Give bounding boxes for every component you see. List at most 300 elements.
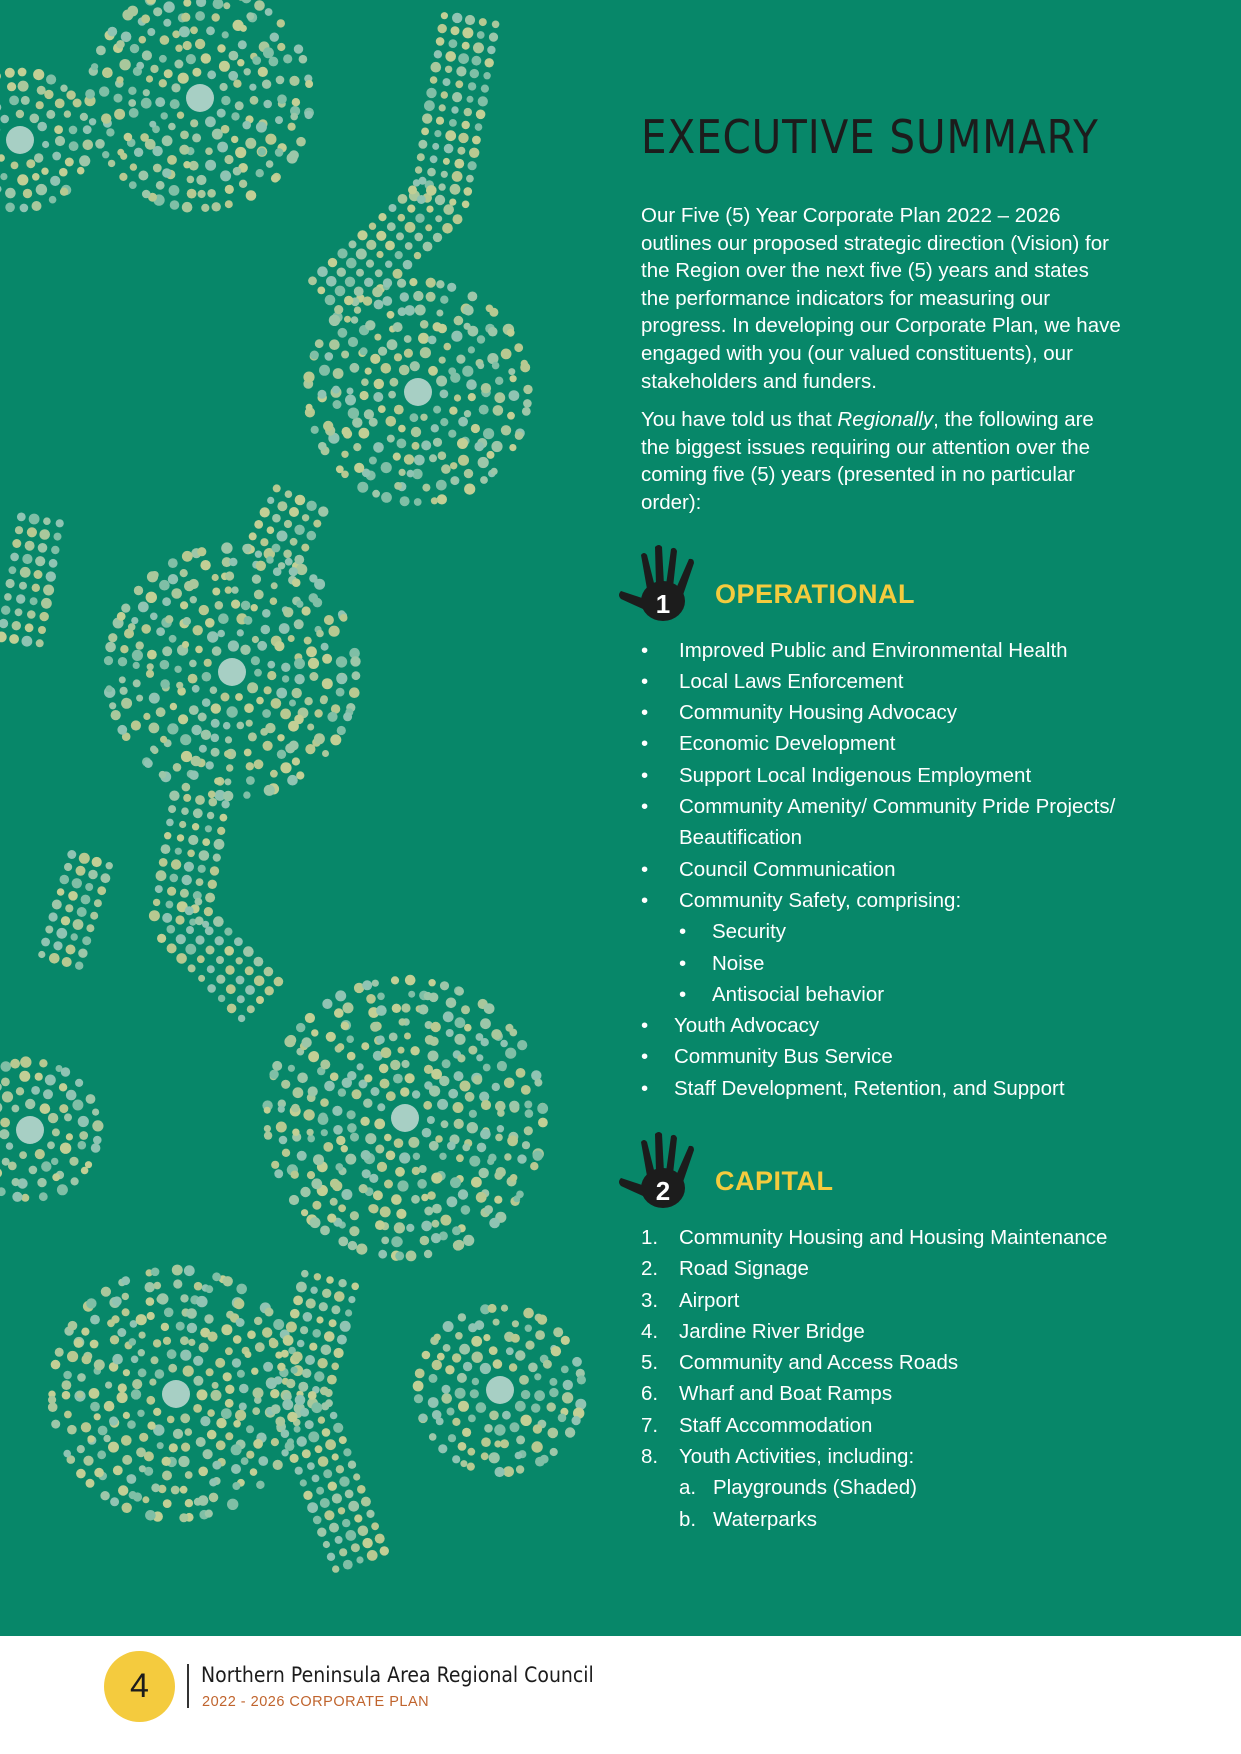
art-dot — [399, 1152, 410, 1163]
art-dot — [335, 1536, 343, 1544]
art-dot — [77, 1445, 85, 1453]
art-dot — [413, 291, 423, 301]
art-dot — [330, 1179, 340, 1189]
art-dot — [193, 1356, 203, 1366]
art-dot — [278, 1106, 285, 1113]
art-dot — [212, 202, 221, 211]
art-dot — [59, 1083, 67, 1091]
art-dot — [320, 1387, 329, 1396]
art-dot — [336, 1465, 344, 1473]
art-dot — [324, 1510, 334, 1520]
art-dot — [428, 1051, 439, 1062]
art-dot — [106, 128, 114, 136]
art-dot — [441, 1120, 449, 1128]
plan-name: 2022 - 2026 CORPORATE PLAN — [202, 1694, 430, 1710]
art-dot — [374, 300, 384, 310]
art-dot — [76, 1469, 86, 1479]
art-dot — [307, 724, 314, 731]
art-dot — [246, 776, 255, 785]
art-dot — [231, 586, 238, 593]
art-dot — [258, 1456, 268, 1466]
art-dot — [449, 119, 457, 127]
art-dot — [55, 1348, 63, 1356]
art-dot — [477, 31, 485, 39]
list-item: • Community Bus Service — [641, 1045, 893, 1069]
art-dot — [340, 614, 348, 622]
art-dot — [322, 1289, 331, 1298]
art-dot — [283, 550, 292, 559]
art-dot — [225, 185, 234, 194]
art-dot — [263, 100, 272, 109]
art-dot — [381, 1237, 389, 1245]
art-dot — [443, 204, 454, 215]
art-dot — [223, 722, 231, 730]
art-dot — [337, 268, 346, 277]
art-dot — [422, 1351, 431, 1360]
art-dot — [64, 1113, 72, 1121]
art-dot — [48, 1396, 56, 1404]
art-dot — [81, 895, 91, 905]
art-dot — [149, 121, 156, 128]
art-dot — [338, 1204, 346, 1212]
art-dot — [197, 955, 205, 963]
art-dot — [375, 1220, 385, 1230]
art-dot — [346, 258, 357, 269]
art-dot — [131, 617, 138, 624]
art-dot — [472, 136, 481, 145]
art-dot — [39, 529, 50, 540]
art-dot — [551, 1346, 561, 1356]
art-dot — [373, 1190, 383, 1200]
art-dot — [117, 149, 124, 156]
art-dot — [271, 1404, 281, 1414]
art-dot — [235, 693, 243, 701]
art-dot — [108, 1442, 119, 1453]
art-dot — [139, 1433, 148, 1442]
art-dot — [361, 1497, 371, 1507]
art-dot — [338, 1507, 345, 1514]
art-dot — [400, 1087, 409, 1096]
art-dot — [283, 1335, 294, 1346]
art-dot — [270, 33, 279, 42]
art-dot — [458, 1313, 466, 1321]
art-dot — [117, 1392, 128, 1403]
art-dot — [519, 1375, 529, 1385]
art-dot — [365, 368, 372, 375]
art-dot — [173, 763, 182, 772]
art-dot — [468, 1046, 477, 1055]
art-dot — [472, 1352, 483, 1363]
art-dot — [316, 1316, 323, 1323]
art-dot — [302, 606, 311, 615]
art-dot — [415, 305, 426, 316]
art-dot — [398, 1047, 405, 1054]
art-dot — [439, 1153, 446, 1160]
art-dot — [194, 1282, 203, 1291]
art-dot — [211, 1390, 222, 1401]
art-dot — [195, 916, 204, 925]
art-dot — [322, 678, 333, 689]
art-dot — [225, 1432, 233, 1440]
art-dot — [109, 702, 116, 709]
art-dot — [428, 979, 435, 986]
art-dot — [478, 96, 488, 106]
art-dot — [359, 428, 370, 439]
art-dot — [516, 1068, 526, 1078]
art-dot — [21, 96, 30, 105]
list-item: • Economic Development — [641, 732, 896, 756]
art-dot — [159, 580, 170, 591]
art-dot — [141, 98, 152, 109]
art-dot — [224, 928, 232, 936]
art-dot — [452, 13, 462, 23]
art-dot — [413, 1381, 424, 1392]
art-dot — [263, 741, 273, 751]
art-dot — [497, 1061, 507, 1071]
art-dot — [205, 1510, 213, 1518]
art-dot — [57, 888, 65, 896]
art-dot — [0, 1168, 2, 1177]
art-dot — [44, 90, 53, 99]
art-dot — [1, 606, 10, 615]
art-dot — [447, 1196, 458, 1207]
art-dot — [495, 1467, 505, 1477]
art-dot — [521, 1390, 530, 1399]
art-dot — [252, 575, 261, 584]
art-dot — [420, 1236, 430, 1246]
art-dot — [47, 1141, 55, 1149]
art-dot — [258, 67, 268, 77]
art-dot — [267, 671, 276, 680]
art-dot — [262, 609, 271, 618]
art-dot — [304, 637, 312, 645]
art-dot — [224, 750, 231, 757]
art-dot — [0, 1187, 6, 1196]
art-dot — [59, 168, 68, 177]
art-dot — [334, 1291, 345, 1302]
art-dot — [411, 1195, 420, 1204]
art-dot — [192, 68, 201, 77]
art-dot — [101, 1287, 111, 1297]
art-dot — [548, 1428, 559, 1439]
art-dot — [332, 1453, 339, 1460]
art-dot — [275, 116, 283, 124]
art-dot — [247, 1330, 256, 1339]
art-dot — [296, 1282, 307, 1293]
art-dot — [454, 316, 464, 326]
art-dot — [275, 1417, 285, 1427]
art-dot — [50, 176, 60, 186]
art-dot — [377, 1162, 387, 1172]
art-dot — [333, 1423, 343, 1433]
art-dot — [199, 850, 210, 861]
art-dot — [154, 1282, 162, 1290]
art-dot — [290, 113, 298, 121]
section-number-1: 1 — [655, 588, 671, 619]
art-dot — [243, 791, 250, 798]
art-dot — [178, 714, 188, 724]
art-dot — [180, 1350, 191, 1361]
art-dot — [245, 966, 254, 975]
art-dot — [151, 1356, 159, 1364]
art-dot — [272, 514, 281, 523]
art-dot — [225, 965, 234, 974]
art-dot — [179, 145, 189, 155]
art-dot — [196, 0, 206, 7]
art-dot — [77, 1373, 86, 1382]
art-dot — [456, 1154, 464, 1162]
art-dot — [136, 1314, 147, 1325]
art-dot — [217, 109, 226, 118]
art-dot — [78, 949, 87, 958]
art-dot — [394, 405, 404, 415]
art-dot — [65, 158, 74, 167]
art-dot — [66, 1090, 77, 1101]
art-dot — [493, 1359, 503, 1369]
art-dot — [534, 1373, 541, 1380]
art-dot — [468, 292, 478, 302]
art-dot — [452, 1353, 461, 1362]
art-dot — [523, 385, 532, 394]
art-dot — [326, 1276, 334, 1284]
art-dot — [92, 1109, 99, 1116]
art-dot — [180, 569, 188, 577]
art-dot — [421, 127, 429, 135]
art-dot — [263, 47, 274, 58]
art-dot — [329, 339, 340, 350]
art-dot — [343, 1560, 353, 1570]
art-dot — [122, 1455, 132, 1465]
art-dot — [25, 541, 35, 551]
art-dot — [343, 1002, 354, 1013]
art-dot — [223, 1372, 232, 1381]
art-dot — [188, 1339, 195, 1346]
art-dot — [530, 1162, 538, 1170]
art-dot — [236, 957, 243, 964]
art-dot — [176, 916, 185, 925]
sub-list-item: • Security — [679, 920, 787, 944]
art-dot — [132, 1379, 142, 1389]
art-dot — [97, 886, 106, 895]
art-dot — [99, 86, 109, 96]
art-dot — [211, 748, 220, 757]
art-dot — [379, 1064, 389, 1074]
art-dot — [387, 435, 395, 443]
art-dot — [78, 1141, 87, 1150]
art-dot — [55, 136, 65, 146]
art-dot — [37, 122, 47, 132]
art-dot — [406, 1224, 414, 1232]
art-dot — [335, 990, 346, 1001]
art-dot — [167, 887, 176, 896]
art-dot — [156, 181, 165, 190]
art-dot — [369, 457, 377, 465]
art-dot — [404, 335, 412, 343]
art-dot — [168, 1364, 177, 1373]
art-dot — [38, 543, 48, 553]
list-item: 2. Road Signage — [641, 1257, 809, 1281]
art-dot — [354, 306, 361, 313]
art-dot — [323, 1142, 333, 1152]
art-dot — [18, 68, 27, 77]
art-dot — [366, 240, 376, 250]
art-dot — [318, 1456, 329, 1467]
art-dot — [323, 421, 333, 431]
art-dot — [61, 1067, 70, 1076]
art-dot — [83, 140, 94, 151]
art-dot — [121, 698, 132, 709]
art-dot — [341, 351, 349, 359]
art-dot — [77, 907, 87, 917]
art-dot — [149, 723, 160, 734]
art-dot — [381, 1047, 392, 1058]
art-dot — [476, 1192, 487, 1203]
art-dot — [277, 750, 286, 759]
art-dot — [157, 1442, 164, 1449]
art-dot — [312, 1475, 320, 1483]
art-dot — [425, 224, 432, 231]
art-dot — [246, 762, 254, 770]
art-dot — [462, 201, 470, 209]
art-dot — [447, 1408, 455, 1416]
art-dot — [251, 656, 260, 665]
art-dot — [157, 1293, 168, 1304]
art-dot — [153, 899, 160, 906]
art-dot — [322, 1428, 331, 1437]
art-dot — [437, 1353, 445, 1361]
art-dot — [126, 1474, 136, 1484]
art-dot — [340, 1321, 351, 1332]
art-dot — [183, 0, 191, 7]
art-dot — [491, 468, 498, 475]
art-dot — [465, 1092, 475, 1102]
art-dot — [114, 94, 123, 103]
art-dot — [51, 1158, 58, 1165]
dot-painting-artwork — [0, 0, 600, 1636]
art-dot — [294, 674, 304, 684]
art-dot — [422, 1128, 432, 1138]
art-dot — [506, 1347, 514, 1355]
art-dot — [304, 697, 312, 705]
art-dot — [314, 579, 325, 590]
art-dot — [444, 343, 452, 351]
art-dot — [232, 1482, 240, 1490]
art-dot — [92, 1120, 103, 1131]
art-dot — [245, 985, 255, 995]
art-dot — [112, 1354, 123, 1365]
art-dot — [270, 770, 278, 778]
art-dot — [212, 646, 222, 656]
art-dot — [494, 1196, 502, 1204]
art-dot — [141, 14, 150, 23]
art-dot — [443, 1011, 454, 1022]
art-dot — [357, 1485, 366, 1494]
art-dot — [309, 1343, 317, 1351]
art-dot — [401, 1003, 410, 1012]
art-dot — [423, 242, 433, 252]
art-dot — [311, 1029, 318, 1036]
sub-list-item: • Antisocial behavior — [679, 982, 885, 1006]
art-dot — [308, 1051, 319, 1062]
art-dot — [337, 1335, 347, 1345]
art-dot — [247, 682, 258, 693]
art-dot — [288, 123, 296, 131]
art-dot — [123, 1369, 130, 1376]
art-dot — [172, 1265, 183, 1276]
art-dot — [361, 1150, 371, 1160]
art-dot — [286, 1035, 296, 1045]
art-dot — [335, 1163, 343, 1171]
art-dot — [462, 27, 473, 38]
sub-list-item: a. Playgrounds (Shaded) — [679, 1476, 917, 1500]
art-dot — [233, 1335, 242, 1344]
art-dot — [281, 1350, 289, 1358]
art-dot — [149, 693, 160, 704]
art-dot — [79, 853, 90, 864]
art-dot — [503, 1466, 514, 1477]
art-dot — [6, 1142, 13, 1149]
art-dot — [256, 697, 264, 705]
art-dot — [113, 1466, 123, 1476]
art-dot — [187, 1323, 197, 1333]
art-dot — [80, 113, 88, 121]
art-dot — [187, 189, 197, 199]
art-dot — [414, 455, 425, 466]
art-dot — [289, 507, 299, 517]
art-dot — [246, 720, 253, 727]
art-dot — [69, 1157, 78, 1166]
art-dot — [418, 1004, 428, 1014]
art-dot — [377, 1103, 385, 1111]
art-dot — [147, 650, 157, 660]
art-dot — [188, 674, 198, 684]
art-dot — [311, 1178, 322, 1189]
art-dot — [217, 827, 225, 835]
art-dot — [246, 190, 257, 201]
art-dot — [184, 862, 194, 872]
art-dot — [488, 1304, 497, 1313]
art-dot — [337, 674, 348, 685]
art-dot — [290, 538, 298, 546]
art-dot — [510, 1422, 520, 1432]
art-dot — [486, 1005, 494, 1013]
art-dot — [90, 1340, 99, 1349]
art-dot — [407, 205, 415, 213]
art-dot — [204, 659, 212, 667]
art-dot — [344, 316, 351, 323]
art-dot — [449, 39, 458, 48]
art-dot — [60, 85, 67, 92]
art-dot — [72, 878, 82, 888]
art-dot — [348, 1501, 359, 1512]
art-dot — [436, 480, 447, 491]
art-dot — [291, 1367, 298, 1374]
art-dot — [418, 140, 427, 149]
art-dot — [327, 1214, 336, 1223]
art-dot — [481, 1452, 489, 1460]
art-dot — [192, 823, 199, 830]
art-dot — [446, 998, 457, 1009]
art-dot — [341, 1022, 349, 1030]
art-dot — [208, 880, 217, 889]
art-dot — [15, 608, 23, 616]
art-dot — [225, 1399, 234, 1408]
art-dot — [121, 1276, 130, 1285]
art-dot — [128, 623, 136, 631]
art-dot — [315, 1445, 323, 1453]
art-dot — [205, 825, 212, 832]
art-dot — [375, 1534, 385, 1544]
